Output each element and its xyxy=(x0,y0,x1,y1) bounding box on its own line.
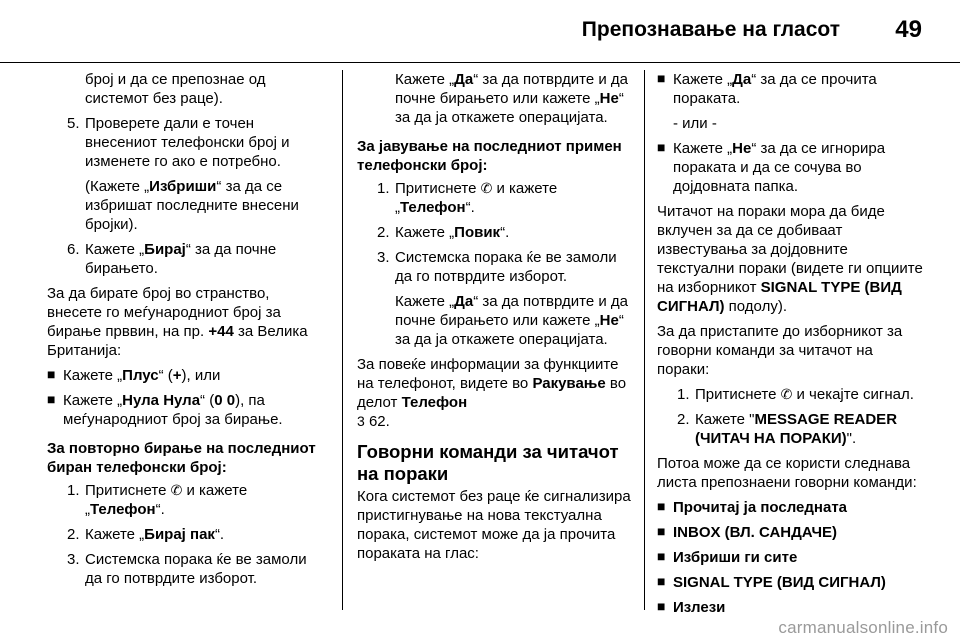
bullet-icon: ■ xyxy=(657,573,666,589)
bullet-icon: ■ xyxy=(47,366,56,382)
phone-voice-icon: ✆ xyxy=(480,180,493,196)
command-item: ■ Прочитај ја последната xyxy=(657,498,848,516)
column-3 xyxy=(657,70,925,623)
paragraph: Читачот на пораки мора да биде вклучен за да се добиваат известувања за дојдовните текстуални пораки (видете ги опциите на изборникот SIGNAL TYPE (ВИД СИГНАЛ) подолу). xyxy=(657,203,923,315)
list-item: ■ Кажете „Не“ за да се игнорира пораката и да се сочува во дојдовната папка. xyxy=(657,139,886,195)
list-item: 1. Притиснете ✆ и чекајте сигнал. xyxy=(677,386,914,403)
section-title: Говорни команди за читачот на пораки xyxy=(357,441,619,484)
paragraph: За да пристапите до изборникот за говорни команди за читачот на пораки: xyxy=(657,323,903,378)
list-item: 2. Кажете "MESSAGE READER (ЧИТАЧ НА ПОРАКИ)". xyxy=(677,411,898,447)
bullet-icon: ■ xyxy=(657,523,666,539)
page-number: 49 xyxy=(895,16,922,43)
list-item: 5. Проверете дали е точен внесениот телефонски број и изменете го ако е потребно. xyxy=(67,115,290,170)
paragraph: број и да се препознае од системот без раце). xyxy=(85,71,266,107)
link-rakuvanje[interactable]: Ракување xyxy=(532,375,606,392)
bullet-icon: ■ xyxy=(657,70,666,86)
list-item: ■ Кажете „Нула Нула“ (0 0), па меѓународниот број за бирање. xyxy=(47,391,283,428)
header-rule xyxy=(0,62,960,63)
list-item: 1. Притиснете ✆ и кажете „Телефон“. xyxy=(67,482,248,518)
column-1 xyxy=(47,70,327,594)
bullet-icon: ■ xyxy=(657,498,666,514)
page-title: Препознавање на гласот xyxy=(581,18,840,41)
paragraph: За да бирате број во странство, внесете го меѓународниот број за бирање прввин, на пр. +44 за Велика Британија: xyxy=(47,285,308,359)
paragraph: Кога системот без раце ќе сигнализира пристигнување на нова текстуална порака, системот може да ја прочита пораката на глас: xyxy=(357,488,631,562)
column-2 xyxy=(357,70,632,569)
paragraph: - или - xyxy=(673,115,717,132)
bullet-icon: ■ xyxy=(657,139,666,155)
bullet-icon: ■ xyxy=(47,391,56,407)
list-item: 6. Кажете „Бирај“ за да почне бирањето. xyxy=(67,241,277,277)
command-item: ■ Избриши ги сите xyxy=(657,548,798,566)
list-item: ■ Кажете „Плус“ (+), или xyxy=(47,366,221,384)
list-item: 2. Кажете „Повик“. xyxy=(377,224,510,241)
bullet-icon: ■ xyxy=(657,598,666,614)
list-item: 2. Кажете „Бирај пак“. xyxy=(67,526,225,543)
watermark: carmanualsonline.info xyxy=(778,618,948,637)
list-item: 1. Притиснете ✆ и кажете „Телефон“. xyxy=(377,180,558,216)
command-item: ■ INBOX (ВЛ. САНДАЧЕ) xyxy=(657,523,838,541)
paragraph: Кажете „Да“ за да потврдите и да почне бирањето или кажете „Не“ за да ја откажете операцијата. xyxy=(395,293,628,348)
column-divider xyxy=(644,70,645,610)
list-item: 3. Системска порака ќе ве замоли да го потврдите изборот. xyxy=(67,551,307,587)
section-heading: За јавување на последниот примен телефонски број: xyxy=(357,138,622,174)
paragraph: Потоа може да се користи следнава листа препознаени говорни команди: xyxy=(657,455,917,491)
page-header xyxy=(0,0,960,62)
list-item: 3. Системска порака ќе ве замоли да го потврдите изборот. xyxy=(377,249,617,285)
paragraph: (Кажете „Избриши“ за да се избришат последните внесени бројки). xyxy=(85,178,299,233)
bullet-icon: ■ xyxy=(657,548,666,564)
link-telefon[interactable]: Телефон xyxy=(401,394,468,411)
column-divider xyxy=(342,70,343,610)
paragraph: За повеќе информации за функциите на телефонот, видете во Ракување во делот Телефон 3 62. xyxy=(357,356,627,430)
phone-voice-icon: ✆ xyxy=(780,386,793,402)
page-reference-icon: 3 xyxy=(357,413,365,429)
phone-voice-icon: ✆ xyxy=(170,482,183,498)
list-item: ■ Кажете „Да“ за да се прочита пораката. xyxy=(657,70,877,107)
section-heading: За повторно бирање на последниот биран телефонски број: xyxy=(47,440,316,476)
command-item: ■ SIGNAL TYPE (ВИД СИГНАЛ) xyxy=(657,573,886,591)
paragraph: Кажете „Да“ за да потврдите и да почне бирањето или кажете „Не“ за да ја откажете операцијата. xyxy=(395,71,628,126)
command-item: ■ Излези xyxy=(657,598,726,616)
